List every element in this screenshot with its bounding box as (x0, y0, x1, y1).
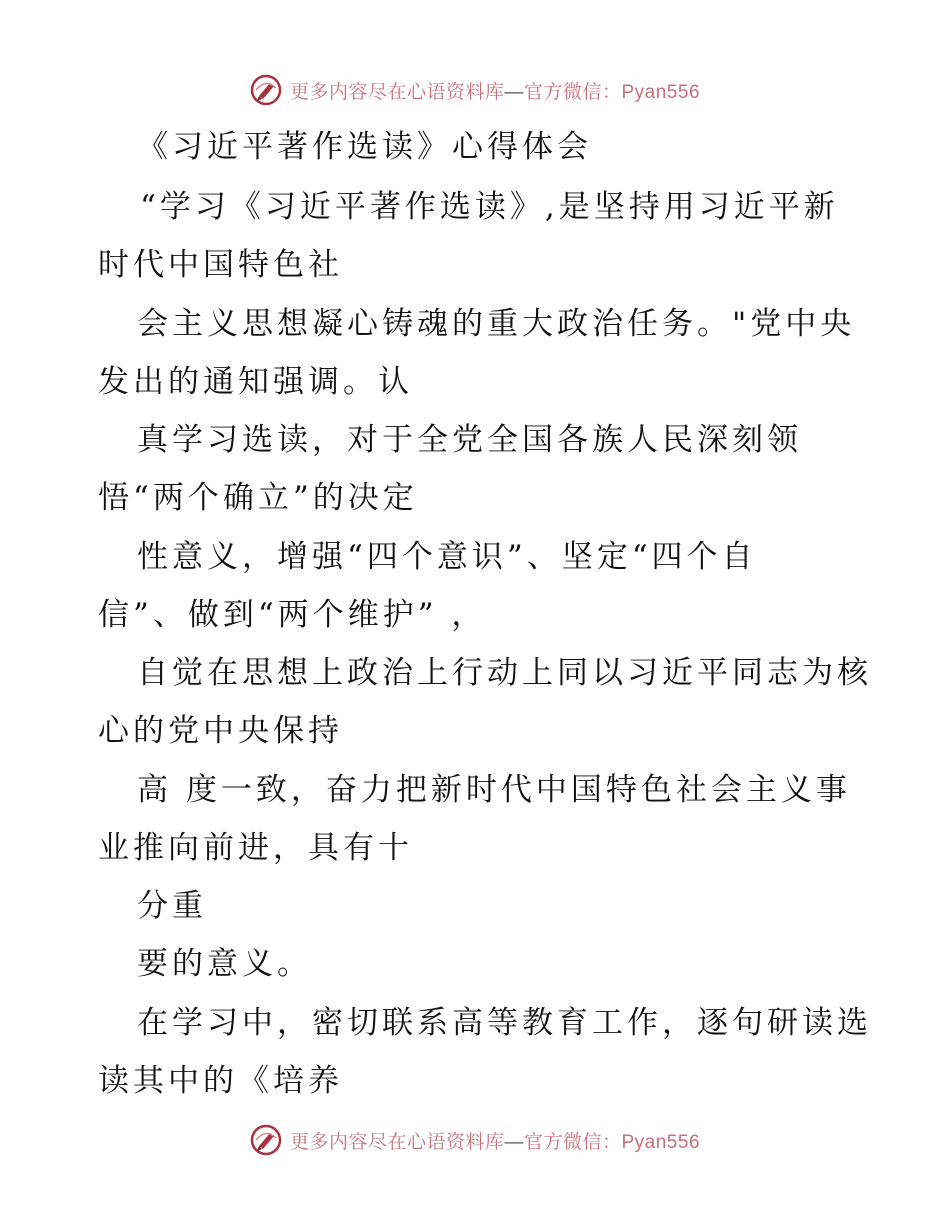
banner-main-text: 更多内容尽在心语资料库 (289, 81, 505, 103)
library-logo-icon (250, 1124, 282, 1156)
paragraph-line: 分重 (137, 888, 207, 924)
banner-main-text: 更多内容尽在心语资料库 (289, 1131, 505, 1153)
paragraph-line: 心的党中央保持 (98, 713, 343, 749)
paragraph-line: 高 度一致，奋力把新时代中国特色社会主义事 (137, 772, 851, 808)
paragraph-line: 时代中国特色社 (98, 247, 343, 283)
paragraph-line: 自觉在思想上政治上行动上同以习近平同志为核 (137, 655, 872, 691)
paragraph-line: 性意义，增强“四个意识”、坚定“四个自 (137, 539, 757, 575)
banner-separator: — (504, 1131, 524, 1153)
banner-text (290, 1127, 700, 1154)
paragraph-line: “学习《习近平著作选读》,是坚持用习近平新 (140, 189, 839, 225)
paragraph-line: 读其中的《培养 (98, 1063, 343, 1099)
document-title: 《习近平著作选读》心得体会 (137, 129, 592, 165)
footer-banner (0, 1120, 950, 1160)
paragraph-line: 业推向前进，具有十 (98, 830, 413, 866)
banner-wechat-text: 官方微信：Pyan556 (524, 81, 701, 103)
banner-wechat-text: 官方微信：Pyan556 (524, 1131, 701, 1153)
banner-separator: — (504, 81, 524, 103)
paragraph-line: 要的意义。 (137, 946, 312, 982)
paragraph-line: 会主义思想凝心铸魂的重大政治任务。"党中央 (137, 306, 856, 342)
paragraph-line: 信”、做到“两个维护” ， (98, 597, 487, 633)
paragraph-line: 在学习中，密切联系高等教育工作，逐句研读选 (137, 1005, 872, 1041)
paragraph-line: 真学习选读，对于全党全国各族人民深刻领 (137, 422, 802, 458)
paragraph-line: 发出的通知强调。认 (98, 364, 413, 400)
paragraph-line: 悟“两个确立”的决定 (98, 480, 418, 516)
